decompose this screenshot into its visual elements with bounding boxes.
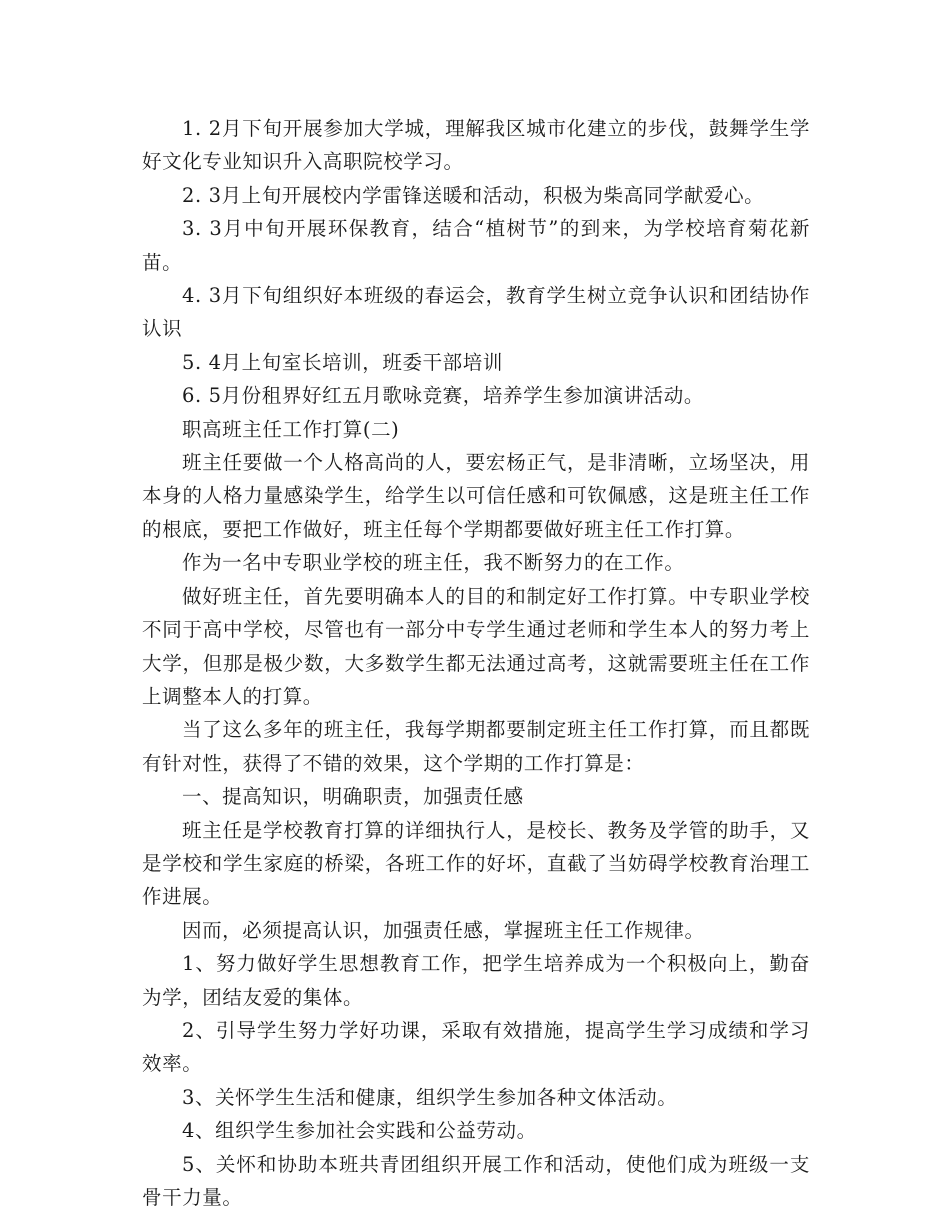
- paragraph: 作为一名中专职业学校的班主任，我不断努力的在工作。: [181, 551, 685, 575]
- list-item: 3、关怀学生生活和健康，组织学生参加各种文体活动。: [181, 1085, 678, 1109]
- document-body: [142, 112, 810, 1214]
- paragraph: 1. 2月下旬开展参加大学城，理解我区城市化建立的步伐，鼓舞学生学好文化专业知识升入高职院校学习。: [142, 117, 810, 174]
- paragraph: 4. 3月下旬组织好本班级的春运会，教育学生树立竞争认识和团结协作认识: [142, 284, 810, 341]
- paragraph: 6. 5月份租界好红五月歌咏竞赛，培养学生参加演讲活动。: [181, 384, 704, 408]
- paragraph: 当了这么多年的班主任，我每学期都要制定班主任工作打算，而且都既有针对性，获得了不错的效果，这个学期的工作打算是：: [142, 718, 810, 775]
- list-item: 5、关怀和协助本班共青团组织开展工作和活动，使他们成为班级一支骨干力量。: [142, 1152, 810, 1209]
- paragraph: 班主任要做一个人格高尚的人，要宏杨正气，是非清晰，立场坚决，用本身的人格力量感染学生，给学生以可信任感和可钦佩感，这是班主任工作的根底，要把工作做好，班主任每个学期都要做好班主任工作打算。: [142, 451, 810, 541]
- list-item: 2、引导学生努力学好功课，采取有效措施，提高学生学习成绩和学习效率。: [142, 1018, 810, 1076]
- list-item: 4、组织学生参加社会实践和公益劳动。: [181, 1119, 537, 1143]
- paragraph: 班主任是学校教育打算的详细执行人，是校长、教务及学管的助手，又是学校和学生家庭的桥梁，各班工作的好坏，直截了当妨碍学校教育治理工作进展。: [142, 818, 810, 909]
- section-heading: 职高班主任工作打算(二): [181, 417, 400, 441]
- list-item: 1、努力做好学生思想教育工作，把学生培养成为一个积极向上，勤奋为学，团结友爱的集体。: [142, 952, 810, 1009]
- paragraph: 2. 3月上旬开展校内学雷锋送暖和活动，积极为柴高同学献爱心。: [181, 183, 765, 207]
- paragraph: 因而，必须提高认识，加强责任感，掌握班主任工作规律。: [181, 918, 705, 942]
- section-heading: 一、提高知识，明确职责，加强责任感: [181, 785, 524, 809]
- paragraph: 做好班主任，首先要明确本人的目的和制定好工作打算。中专职业学校不同于高中学校，尽管也有一部分中专学生通过老师和学生本人的努力考上大学，但那是极少数，大多数学生都无法通过高考，这就需要班主任在工作上调整本人的打算。: [142, 584, 810, 708]
- paragraph: 5. 4月上旬室长培训，班委干部培训: [181, 350, 503, 374]
- paragraph: 3. 3月中旬开展环保教育，结合“植树节”的到来，为学校培育菊花新苗。: [142, 217, 810, 274]
